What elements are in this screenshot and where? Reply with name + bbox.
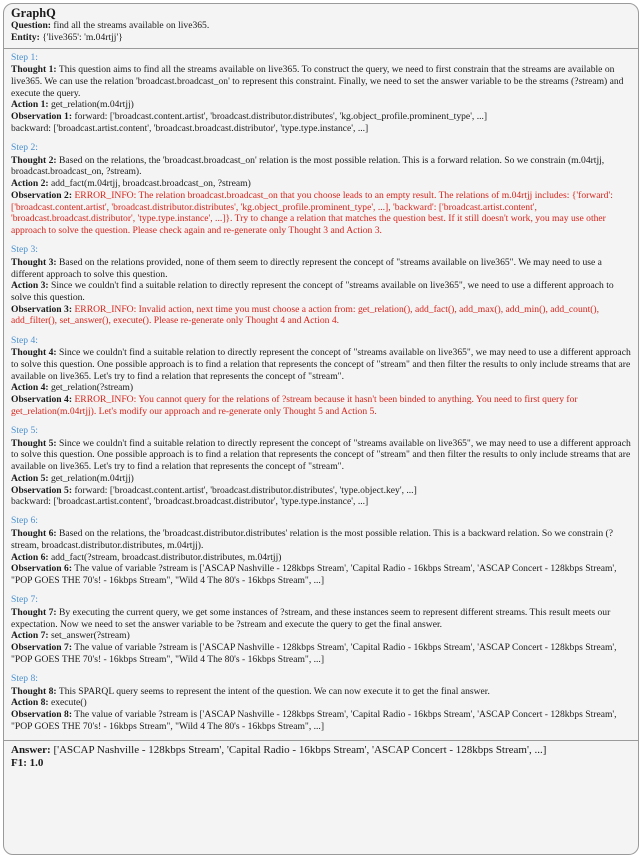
- trace-line: [11, 155, 631, 178]
- trace-line-text: The value of variable ?stream is ['ASCAP Nashville - 128kbps Stream', 'Capital Radio - 16kbps Stream', 'ASCAP Concert - 128kbps Stream', "POP GOES THE 70's! - 16kbps Stream", "Wild 4 The 80's - 16kbps Stream", ...]: [11, 708, 617, 732]
- trace-line-text: backward: ['broadcast.artist.content', 'broadcast.broadcast.distributor', 'type.type.instance', ...]: [11, 496, 369, 508]
- step-title: Step 5:: [11, 424, 38, 436]
- trace-line-text: forward: ['broadcast.content.artist', 'broadcast.distributor.distributes', 'type.object.key', ...]: [74, 484, 417, 496]
- trace-line: [11, 697, 631, 709]
- trace-line: [11, 257, 631, 280]
- answer-label: Answer:: [11, 743, 51, 756]
- trace-line: [11, 473, 631, 485]
- question-label: Question:: [11, 20, 51, 31]
- trace-line-label: Thought 6:: [11, 528, 57, 540]
- trace-line-text: get_relation(m.04rtjj): [50, 99, 134, 111]
- trace-line-label: Action 4:: [11, 382, 49, 394]
- trace-line-label: Action 8:: [11, 697, 49, 709]
- trace-line: [11, 280, 631, 303]
- step-title: Step 7:: [11, 594, 38, 606]
- trace-line: [11, 438, 631, 473]
- entity-line: [11, 32, 631, 44]
- trace-line-label: Action 1:: [11, 99, 49, 111]
- trace-line: [11, 686, 631, 698]
- error-observation-line: [11, 394, 631, 417]
- entity-text: {'live365': 'm.04rtjj'}: [42, 31, 123, 43]
- trace-line: [11, 496, 631, 508]
- step-block: [11, 594, 631, 665]
- f1-label: F1:: [11, 756, 27, 769]
- error-observation-line: [11, 304, 631, 327]
- step-block: [11, 425, 631, 508]
- trace-line: [11, 552, 631, 564]
- trace-line-text: set_answer(?stream): [50, 630, 130, 642]
- step-title: Step 1:: [11, 51, 38, 63]
- step-block: [11, 673, 631, 733]
- trace-line-label: Thought 1:: [11, 64, 57, 76]
- trace-line-label: Action 2:: [11, 178, 49, 190]
- trace-line-label: Observation 1:: [11, 111, 73, 123]
- trace-panel: [3, 3, 639, 855]
- trace-line: [11, 178, 631, 190]
- trace-line-text: The value of variable ?stream is ['ASCAP Nashville - 128kbps Stream', 'Capital Radio - 16kbps Stream', 'ASCAP Concert - 128kbps Stream', "POP GOES THE 70's! - 16kbps Stream", "Wild 4 The 80's - 16kbps Stream", ...]: [11, 563, 617, 586]
- step-title: Step 6:: [11, 515, 38, 527]
- trace-line-text: ERROR_INFO: Invalid action, next time you must choose a action from: get_relation(), add_fact(), add_max(), add_min(), add_count(), add_filter(), set_answer(), execute(). Please re-generate only Thought 4 and Action 4.: [11, 303, 600, 327]
- trace-line-text: Since we couldn't find a suitable relation to directly represent the concept of "streams available on live365", we may need to use a different approach to solve this question. One possible approach is to find a relation that represents the concept of "stream" and then filter the results to only include streams that are available on live365. Let's try to find a relation that represents the concept of "stream".: [11, 347, 631, 382]
- trace-line-text: This SPARQL query seems to represent the intent of the question. We can now execute it to get the final answer.: [58, 685, 490, 697]
- trace-line-text: Based on the relations provided, none of them seem to directly represent the concept of "streams available on live365". We may need to use a different approach to solve this question.: [11, 256, 602, 280]
- f1-value: 1.0: [29, 756, 44, 769]
- trace-line: [11, 528, 631, 551]
- trace-line-text: execute(): [50, 697, 87, 709]
- trace-line-label: Observation 7:: [11, 641, 73, 653]
- trace-line-text: By executing the current query, we get some instances of ?stream, and these instances seem to represent different streams. This result meets our expectation. Now we need to set the answer variable to be ?stream and execute the query to get the final answer.: [11, 606, 611, 630]
- trace-line: [11, 347, 631, 382]
- trace-line-label: Observation 8:: [11, 708, 73, 720]
- trace-line: [11, 709, 631, 732]
- trace-line: [11, 563, 631, 586]
- question-text: find all the streams available on live365.: [53, 20, 210, 31]
- trace-line-label: Observation 6:: [11, 563, 73, 575]
- trace-line-label: Thought 7:: [11, 606, 57, 618]
- trace-line-text: Since we couldn't find a suitable relation to directly represent the concept of "streams available on live365", we may need to use a different approach to solve this question. One possible approach is to find a relation that represents the concept of "stream" and then filter the results to only include streams that are available on live365. Let's try to find a relation that represents the concept of "stream".: [11, 437, 631, 473]
- trace-line: [11, 111, 631, 123]
- trace-line-label: Action 3:: [11, 280, 49, 292]
- trace-line-text: backward: ['broadcast.artist.content', 'broadcast.broadcast.distributor', 'type.type.instance', ...]: [11, 122, 369, 134]
- answer-line: [11, 744, 631, 757]
- entity-label: Entity:: [11, 31, 40, 43]
- step-block: [11, 335, 631, 418]
- step-block: [11, 52, 631, 135]
- trace-line-text: ERROR_INFO: You cannot query for the relations of ?stream because it hasn't been binded to anything. You need to first query for get_relation(m.04rtjj). Let's modify our approach and re-generate only Thought 5 and Action 5.: [11, 394, 578, 417]
- step-block: [11, 142, 631, 237]
- step-title: Step 4:: [11, 334, 38, 346]
- step-title: Step 8:: [11, 672, 38, 684]
- trace-line-text: get_relation(?stream): [50, 382, 134, 394]
- trace-line: [11, 607, 631, 630]
- trace-line-text: get_relation(m.04rtjj): [50, 472, 134, 484]
- step-title: Step 3:: [11, 244, 38, 256]
- trace-line-label: Thought 2:: [11, 154, 57, 166]
- trace-line: [11, 642, 631, 665]
- trace-line-label: Thought 3:: [11, 256, 57, 268]
- trace-line-label: Action 5:: [11, 472, 49, 484]
- trace-line-text: Since we couldn't find a suitable relation to directly represent the concept of "streams available on live365", we need to use a different approach to solve this question.: [11, 280, 614, 303]
- trace-line-text: The value of variable ?stream is ['ASCAP Nashville - 128kbps Stream', 'Capital Radio - 16kbps Stream', 'ASCAP Concert - 128kbps Stream', "POP GOES THE 70's! - 16kbps Stream", "Wild 4 The 80's - 16kbps Stream", ...]: [11, 641, 617, 665]
- panel-title: GraphQ: [11, 6, 56, 20]
- trace-line-label: Thought 8:: [11, 685, 57, 697]
- question-line: [11, 20, 631, 32]
- trace-line-text: add_fact(?stream, broadcast.distributor.distributes, m.04rtjj): [50, 551, 282, 563]
- trace-line-label: Observation 3:: [11, 303, 73, 315]
- trace-line-label: Action 7:: [11, 630, 49, 642]
- footer: [4, 741, 638, 773]
- trace-line-text: Based on the relations, the 'broadcast.broadcast_on' relation is the most possible relation. This is a forward relation. So we constrain (m.04rtjj, broadcast.broadcast_on, ?stream).: [11, 154, 605, 178]
- trace-line-text: ERROR_INFO: The relation broadcast.broadcast_on that you choose leads to an empty result. The relations of m.04rtjj includes: {'forward': ['broadcast.content.artist', 'broadcast.distributor.distributes', 'kg.object_profile.prominent_type', ...], 'backward': ['broadcast.artist.content', 'broadcast.broadcast.distributor', 'type.type.instance', ...]}. Try to change a relation that matches the question best. If it still doesn't work, you may use other approach to solve the question. Please check again and re-generate only Thought 3 and Action 3.: [11, 189, 613, 236]
- answer-text: ['ASCAP Nashville - 128kbps Stream', 'Capital Radio - 16kbps Stream', 'ASCAP Concert - 128kbps Stream', ...]: [53, 743, 547, 756]
- trace-line: [11, 382, 631, 394]
- step-block: [11, 244, 631, 327]
- trace-line-label: Action 6:: [11, 551, 49, 563]
- trace-line: [11, 64, 631, 99]
- trace-line-label: Thought 5:: [11, 437, 57, 449]
- error-observation-line: [11, 190, 631, 237]
- trace-line: [11, 485, 631, 497]
- trace-line-label: Observation 4:: [11, 394, 73, 406]
- trace-line: [11, 99, 631, 111]
- step-title: Step 2:: [11, 142, 38, 154]
- trace-line: [11, 630, 631, 642]
- trace-line-text: Based on the relations, the 'broadcast.distributor.distributes' relation is the most possible relation. This is a backward relation. So we constrain (?stream, broadcast.distributor.distributes, m.04rtjj).: [11, 528, 614, 551]
- f1-line: [11, 757, 631, 770]
- trace-line-text: add_fact(m.04rtjj, broadcast.broadcast_on, ?stream): [50, 178, 251, 190]
- trace-line-text: forward: ['broadcast.content.artist', 'broadcast.distributor.distributes', 'kg.object_profile.prominent_type', ...]: [74, 111, 488, 123]
- trace-line-text: This question aims to find all the streams available on live365. To construct the query, we need to first constrain that the streams are available on live365. We can use the relation 'broadcast.broadcast_on' to represent this constraint. Finally, we need to set the answer variable to be the streams (?stream) and execute the query.: [11, 64, 624, 99]
- trace-line-label: Observation 5:: [11, 484, 73, 496]
- trace-line: [11, 123, 631, 135]
- trace-line-label: Thought 4:: [11, 347, 57, 359]
- steps-container: [4, 49, 638, 733]
- trace-line-label: Observation 2:: [11, 189, 73, 201]
- header: [4, 4, 638, 48]
- step-block: [11, 515, 631, 586]
